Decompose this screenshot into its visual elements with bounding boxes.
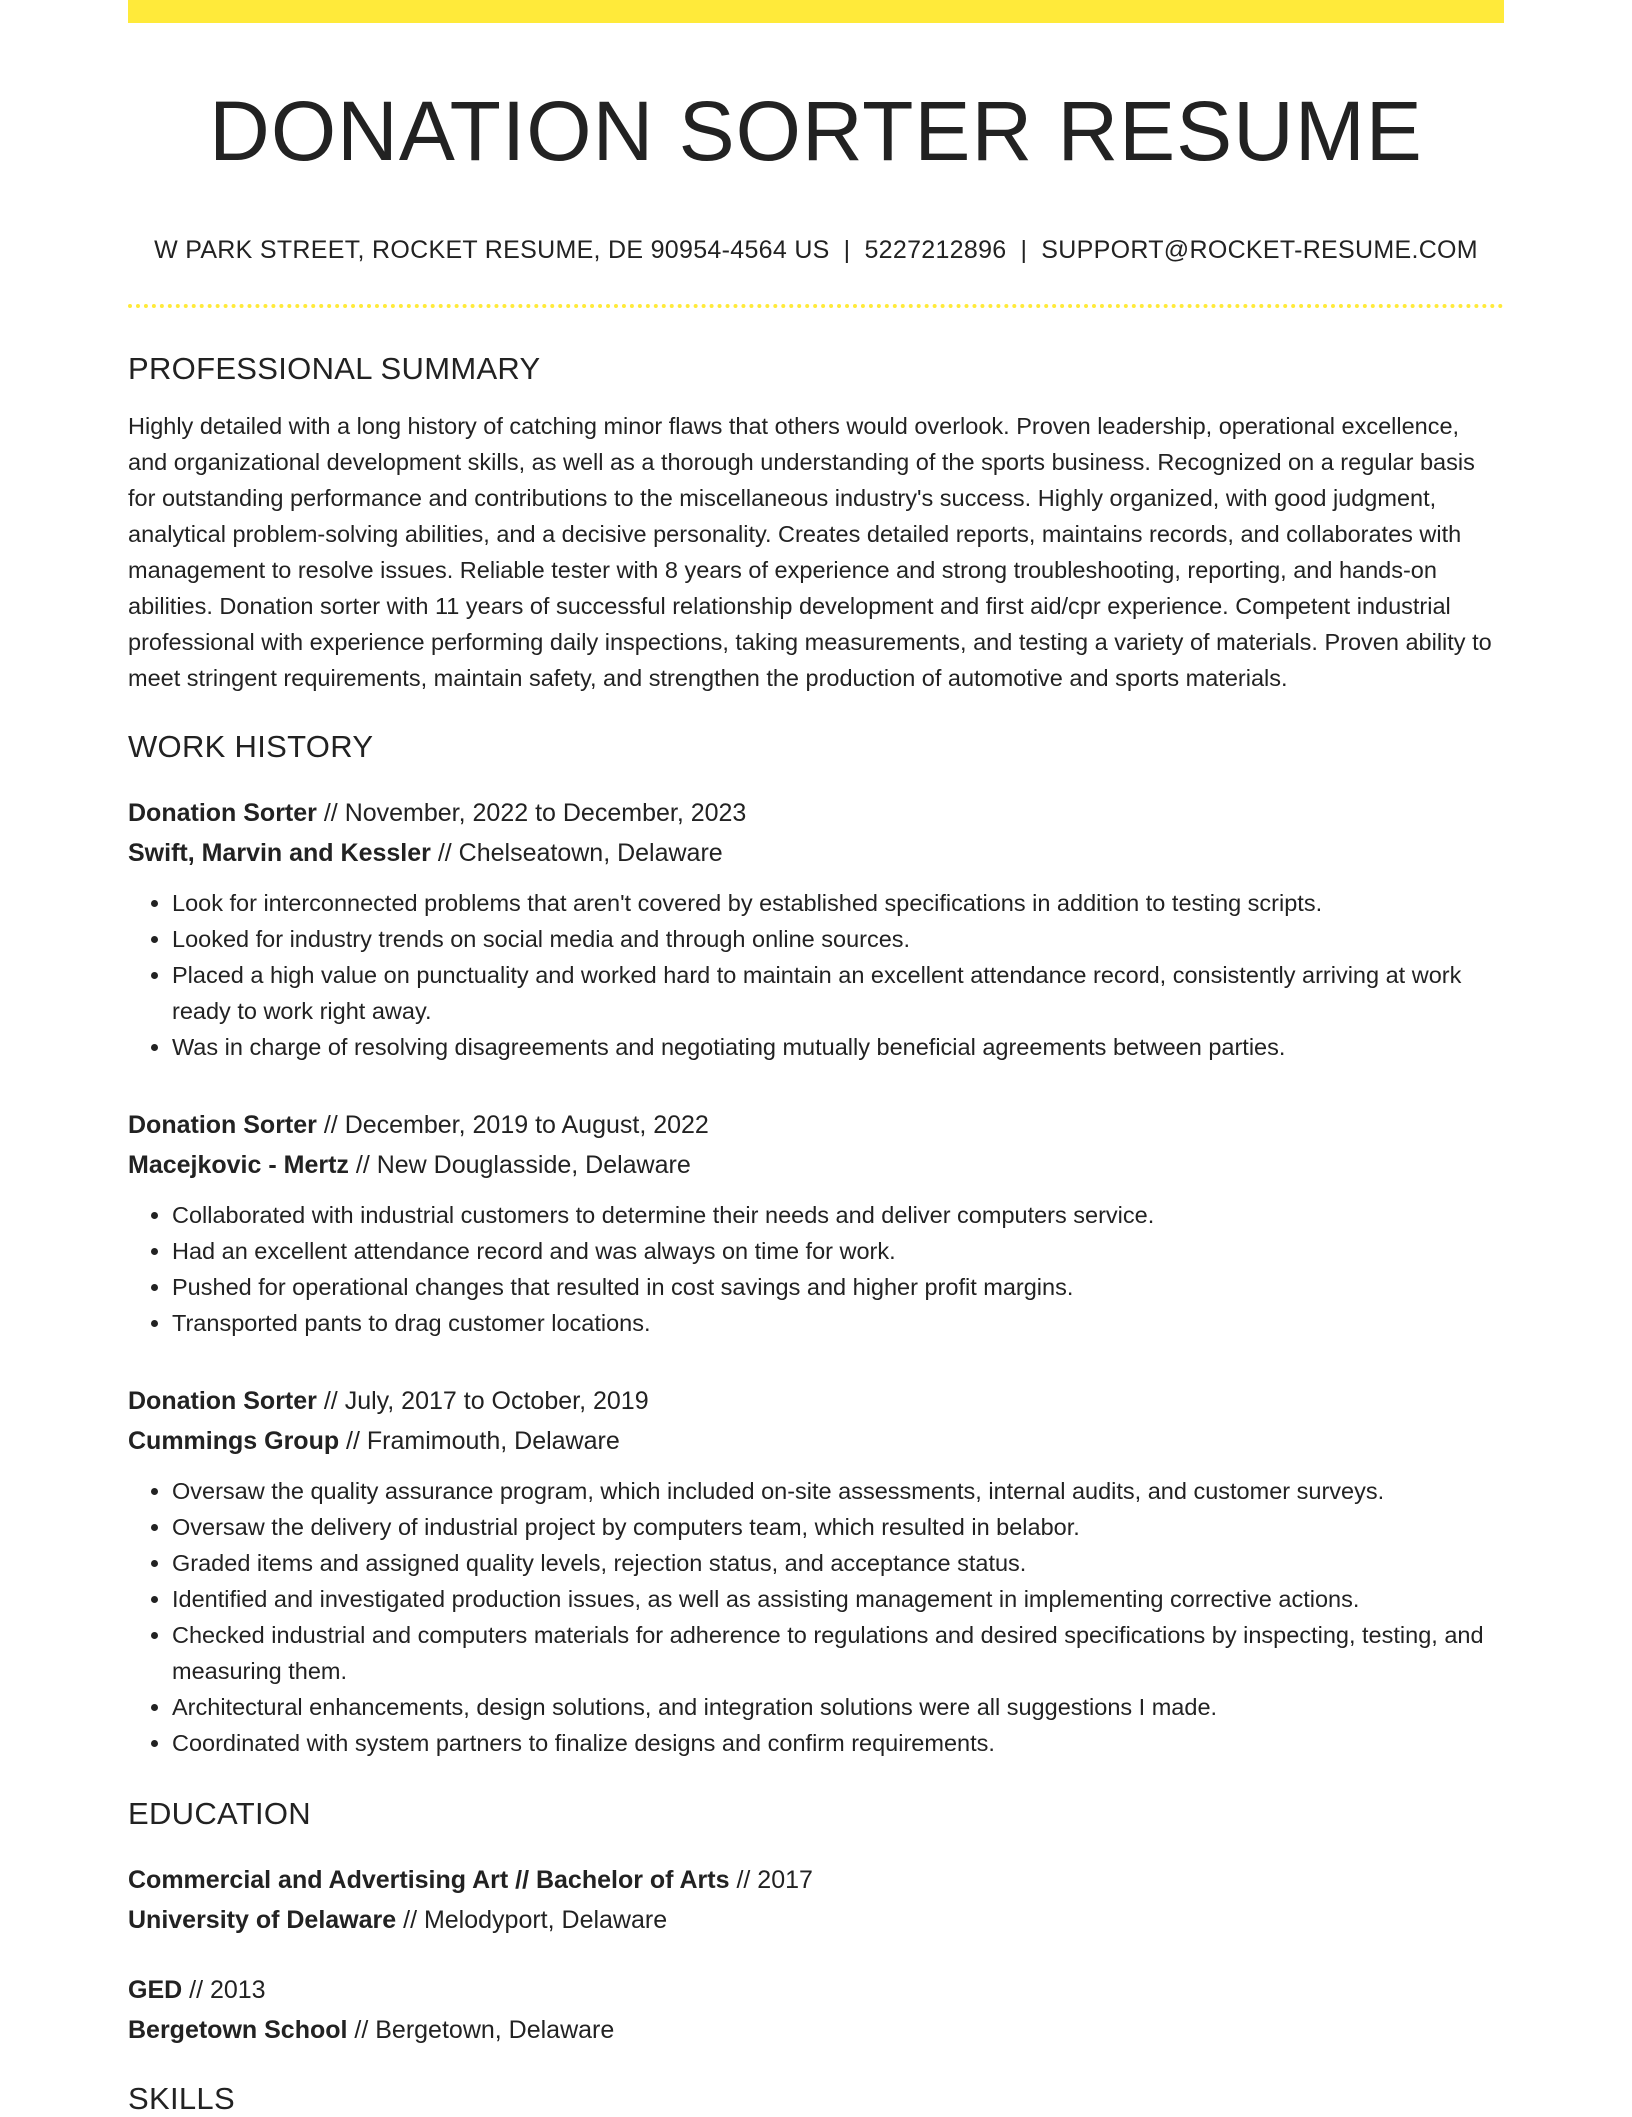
section-title-work-history: WORK HISTORY — [128, 728, 374, 764]
job-dates: // November, 2022 to December, 2023 — [316, 798, 747, 827]
summary-text: Highly detailed with a long history of catching minor flaws that others would overlook. Proven leadership, operational excellence, and organizational development skills, as well as a thorough understanding of the sports business. Recognized on a regular basis for outstanding performance and contributions to the miscellaneous industry's success. Highly organized, with good judgment, analytical problem-solving abilities, and a decisive personality. Creates detailed reports, maintains records, and collaborates with management to resolve issues. Reliable tester with 8 years of experience and strong troubleshooting, reporting, and hands-on abilities. Donation sorter with 11 years of successful relationship development and first aid/cpr experience. Competent industrial professional with experience performing daily inspections, taking measurements, and testing a variety of materials. Proven ability to meet stringent requirements, maintain safety, and strengthen the production of automotive and sports materials. — [128, 412, 1492, 691]
list-item: • Identified and investigated production issues, as well as assisting management in implementing corrective actions. — [172, 1581, 1504, 1617]
list-item: • Coordinated with system partners to finalize designs and confirm requirements. — [172, 1725, 1504, 1761]
resume-page — [128, 0, 1504, 2117]
education-location: // Bergetown, Delaware — [347, 2015, 615, 2044]
section-title-skills: SKILLS — [128, 2080, 235, 2116]
section-title-summary: PROFESSIONAL SUMMARY — [128, 351, 541, 387]
list-item: • Oversaw the delivery of industrial project by computers team, which resulted in belabor. — [172, 1509, 1504, 1545]
job-role: Donation Sorter — [128, 1386, 317, 1415]
list-item: • Looked for industry trends on social media and through online sources. — [172, 921, 1504, 957]
list-item: • Placed a high value on punctuality and worked hard to maintain an excellent attendance record, consistently arriving at work ready to work right away. — [172, 957, 1504, 1029]
education-degree: GED — [128, 1975, 183, 2004]
job-entry — [128, 793, 1504, 1065]
education-entry — [128, 1970, 1504, 2050]
job-location: // Chelseatown, Delaware — [430, 838, 723, 867]
education-school-line — [128, 1900, 1504, 1940]
job-location: // Framimouth, Delaware — [339, 1426, 620, 1455]
top-accent-bar — [128, 0, 1504, 23]
job-company: Swift, Marvin and Kessler — [128, 838, 431, 867]
education-school-line — [128, 2010, 1504, 2050]
job-bullets — [128, 1197, 1504, 1341]
education-year: // 2013 — [182, 1975, 266, 2004]
education-degree: Commercial and Advertising Art // Bachelor of Arts — [128, 1865, 730, 1894]
list-item: • Collaborated with industrial customers to determine their needs and deliver computers service. — [172, 1197, 1504, 1233]
list-item: • Look for interconnected problems that aren't covered by established specifications in addition to testing scripts. — [172, 885, 1504, 921]
contact-address: W PARK STREET, ROCKET RESUME, DE 90954-4564 US — [154, 236, 830, 265]
job-company-line — [128, 1145, 1504, 1185]
education-school: Bergetown School — [128, 2015, 348, 2044]
education-year: // 2017 — [729, 1865, 813, 1894]
job-role: Donation Sorter — [128, 798, 317, 827]
list-item: • Graded items and assigned quality levels, rejection status, and acceptance status. — [172, 1545, 1504, 1581]
education-location: // Melodyport, Delaware — [396, 1905, 668, 1934]
job-company: Macejkovic - Mertz — [128, 1150, 349, 1179]
education-school: University of Delaware — [128, 1905, 397, 1934]
job-company: Cummings Group — [128, 1426, 340, 1455]
list-item: • Was in charge of resolving disagreements and negotiating mutually beneficial agreements between parties. — [172, 1029, 1504, 1065]
list-item: • Checked industrial and computers materials for adherence to regulations and desired specifications by inspecting, testing, and measuring them. — [172, 1617, 1504, 1689]
job-role-line — [128, 1381, 1504, 1421]
job-dates: // July, 2017 to October, 2019 — [316, 1386, 649, 1415]
list-item: • Pushed for operational changes that resulted in cost savings and higher profit margins. — [172, 1269, 1504, 1305]
job-dates: // December, 2019 to August, 2022 — [316, 1110, 709, 1139]
job-entry — [128, 1105, 1504, 1341]
job-company-line — [128, 1421, 1504, 1461]
education-degree-line — [128, 1860, 1504, 1900]
list-item: • Had an excellent attendance record and was always on time for work. — [172, 1233, 1504, 1269]
job-company-line — [128, 833, 1504, 873]
contact-email: SUPPORT@ROCKET-RESUME.COM — [1041, 236, 1478, 265]
resume-title: DONATION SORTER RESUME — [209, 84, 1423, 178]
education-degree-line — [128, 1970, 1504, 2010]
job-role-line — [128, 1105, 1504, 1145]
contact-line — [128, 235, 1504, 265]
job-entry — [128, 1381, 1504, 1761]
job-role: Donation Sorter — [128, 1110, 317, 1139]
section-title-education: EDUCATION — [128, 1795, 311, 1831]
job-role-line — [128, 793, 1504, 833]
job-location: // New Douglasside, Delaware — [348, 1150, 691, 1179]
list-item: • Architectural enhancements, design solutions, and integration solutions were all suggestions I made. — [172, 1689, 1504, 1725]
list-item: • Oversaw the quality assurance program, which included on-site assessments, internal audits, and customer surveys. — [172, 1473, 1504, 1509]
job-bullets — [128, 1473, 1504, 1761]
job-bullets — [128, 885, 1504, 1065]
list-item: • Transported pants to drag customer locations. — [172, 1305, 1504, 1341]
dotted-divider — [128, 304, 1504, 308]
contact-separator: | — [843, 236, 851, 265]
contact-separator: | — [1020, 236, 1028, 265]
contact-phone: 5227212896 — [864, 236, 1007, 265]
education-entry — [128, 1860, 1504, 1940]
